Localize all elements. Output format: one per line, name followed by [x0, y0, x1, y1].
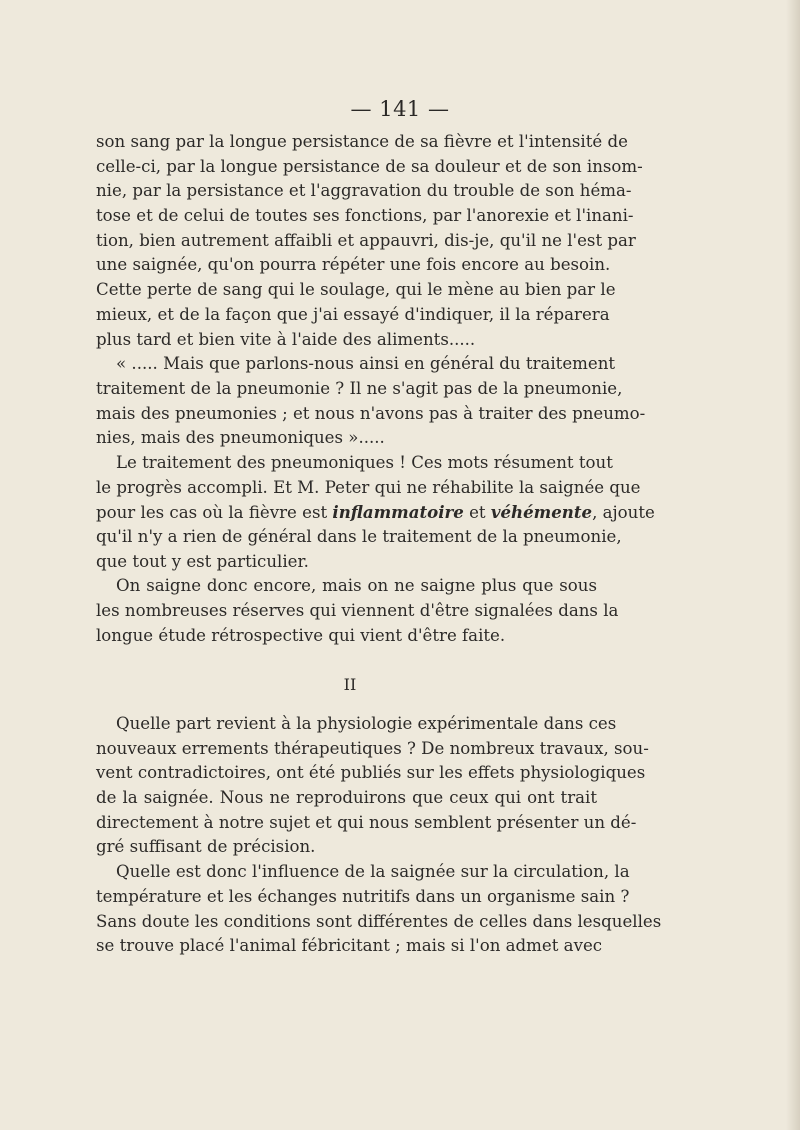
- text-line: « ..... Mais que parlons-nous ainsi en général du traitement: [116, 354, 616, 374]
- text-line: se trouve placé l'animal fébricitant ; mais si l'on admet avec: [96, 936, 603, 956]
- text-line: Le traitement des pneumoniques ! Ces mots résument tout: [116, 452, 613, 472]
- text-line: traitement de la pneumonie ? Il ne s'agit pas de la pneumonie,: [96, 378, 623, 398]
- line-segment: pour les cas où la fièvre est: [96, 503, 328, 523]
- text-line: les nombreuses réserves qui viennent d'être signalées dans la: [96, 601, 619, 621]
- text-line: celle-ci, par la longue persistance de sa douleur et de son insom-: [96, 156, 643, 176]
- line-segment: , ajoute: [592, 503, 655, 523]
- text-line: de la saignée. Nous ne reproduirons que ceux qui ont trait: [96, 788, 597, 808]
- text-block-main: [96, 130, 655, 648]
- text-line: Quelle part revient à la physiologie expérimentale dans ces: [116, 714, 617, 733]
- text-line: mieux, et de la façon que j'ai essayé d'indiquer, il la réparera: [96, 304, 610, 324]
- line-segment: et: [469, 503, 486, 523]
- text-line: gré suffisant de précision.: [96, 837, 316, 857]
- text-line: Cette perte de sang qui le soulage, qui le mène au bien par le: [96, 280, 616, 300]
- text-block-section-two: [96, 712, 662, 959]
- text-line: directement à notre sujet et qui nous semblent présenter un dé-: [96, 812, 637, 832]
- text-line: le progrès accompli. Et M. Peter qui ne réhabilite la saignée que: [96, 477, 641, 497]
- text-line: tion, bien autrement affaibli et appauvri, dis-je, qu'il ne l'est par: [96, 230, 636, 250]
- text-line: nies, mais des pneumoniques ».....: [96, 428, 385, 448]
- text-line: une saignée, qu'on pourra répéter une fois encore au besoin.: [96, 255, 611, 275]
- page-number: — 141 —: [350, 97, 450, 121]
- text-line: qu'il n'y a rien de général dans le traitement de la pneumonie,: [96, 527, 622, 546]
- text-line: Sans doute les conditions sont différentes de celles dans lesquelles: [96, 911, 662, 931]
- italic-word: inflammatoire: [332, 502, 464, 523]
- text-line: son sang par la longue persistance de sa fièvre et l'intensité de: [96, 132, 628, 151]
- text-line: vent contradictoires, ont été publiés sur les effets physiologiques: [96, 763, 646, 783]
- italic-word: véhémente: [490, 502, 593, 523]
- text-line: nie, par la persistance et l'aggravation du trouble de son héma-: [96, 181, 632, 201]
- text-line: nouveaux errements thérapeutiques ? De nombreux travaux, sou-: [96, 738, 649, 758]
- page-edge-shadow: [786, 0, 800, 1130]
- text-line: Quelle est donc l'influence de la saignée sur la circulation, la: [116, 862, 630, 882]
- text-line: tose et de celui de toutes ses fonctions, par l'anorexie et l'inani-: [96, 206, 634, 226]
- text-line-with-italics: [96, 500, 655, 525]
- section-heading: II: [343, 675, 357, 694]
- text-line: température et les échanges nutritifs dans un organisme sain ?: [96, 886, 630, 906]
- text-line: que tout y est particulier.: [96, 551, 309, 571]
- text-line: On saigne donc encore, mais on ne saigne plus que sous: [116, 576, 597, 596]
- text-line: mais des pneumonies ; et nous n'avons pas à traiter des pneumo-: [96, 403, 646, 423]
- text-line: plus tard et bien vite à l'aide des aliments.....: [96, 329, 476, 349]
- text-line: longue étude rétrospective qui vient d'être faite.: [96, 625, 506, 645]
